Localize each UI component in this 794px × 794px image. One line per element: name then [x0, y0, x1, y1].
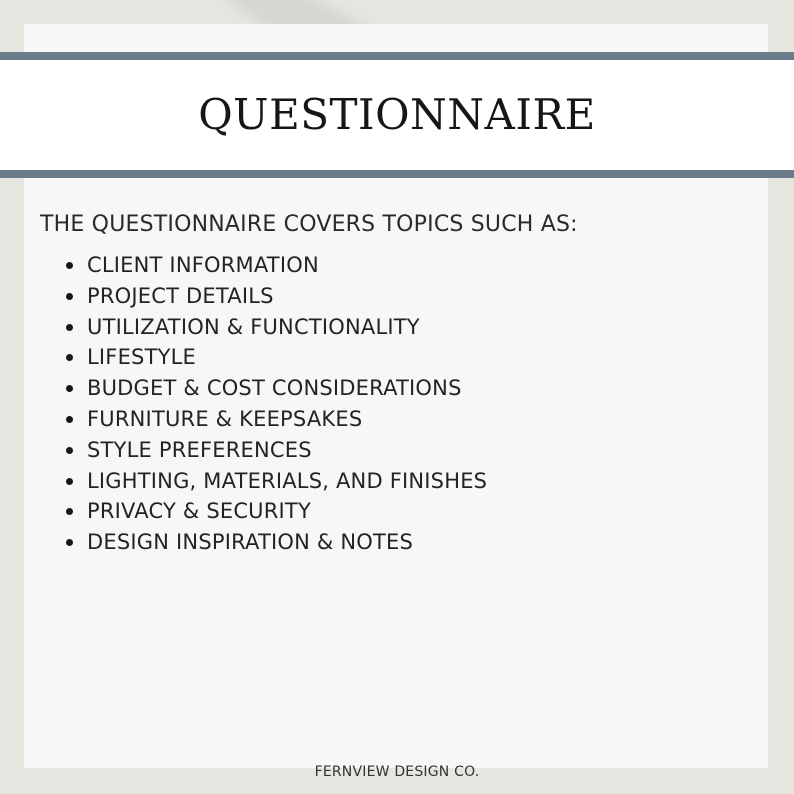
topic-label: BUDGET & COST CONSIDERATIONS [87, 376, 462, 401]
topic-item [62, 250, 487, 281]
topic-label: FURNITURE & KEEPSAKES [87, 406, 363, 431]
topic-label: CLIENT INFORMATION [87, 253, 319, 277]
title-banner [0, 60, 794, 170]
topic-label: PRIVACY & SECURITY [87, 499, 311, 524]
topic-list [62, 250, 487, 558]
bullet-icon [66, 447, 73, 454]
topic-item [62, 281, 487, 312]
bullet-icon [66, 508, 73, 515]
topic-label: PROJECT DETAILS [87, 283, 274, 308]
topic-item [62, 312, 487, 343]
intro-text: THE QUESTIONNAIRE COVERS TOPICS SUCH AS: [40, 212, 578, 237]
topic-item [62, 466, 487, 497]
topic-item [62, 342, 487, 373]
topic-label: STYLE PREFERENCES [87, 437, 312, 462]
topic-item [62, 373, 487, 404]
bullet-icon [66, 539, 73, 546]
bullet-icon [66, 354, 73, 361]
brand-footer: FERNVIEW DESIGN CO. [314, 764, 480, 780]
topic-item [62, 496, 487, 527]
bullet-icon [66, 324, 73, 331]
bullet-icon [66, 416, 73, 423]
topic-label: LIGHTING, MATERIALS, AND FINISHES [87, 468, 488, 493]
bullet-icon [66, 262, 73, 269]
page-title: QUESTIONNAIRE [198, 90, 596, 139]
bullet-icon [66, 385, 73, 392]
bullet-icon [66, 293, 73, 300]
bottom-accent-band [0, 170, 794, 178]
topic-label: LIFESTYLE [87, 345, 196, 370]
topic-item [62, 435, 487, 466]
topic-item [62, 527, 487, 558]
top-accent-band [0, 52, 794, 60]
topic-label: UTILIZATION & FUNCTIONALITY [87, 314, 420, 339]
topic-item [62, 404, 487, 435]
topic-label: DESIGN INSPIRATION & NOTES [87, 530, 414, 555]
bullet-icon [66, 478, 73, 485]
